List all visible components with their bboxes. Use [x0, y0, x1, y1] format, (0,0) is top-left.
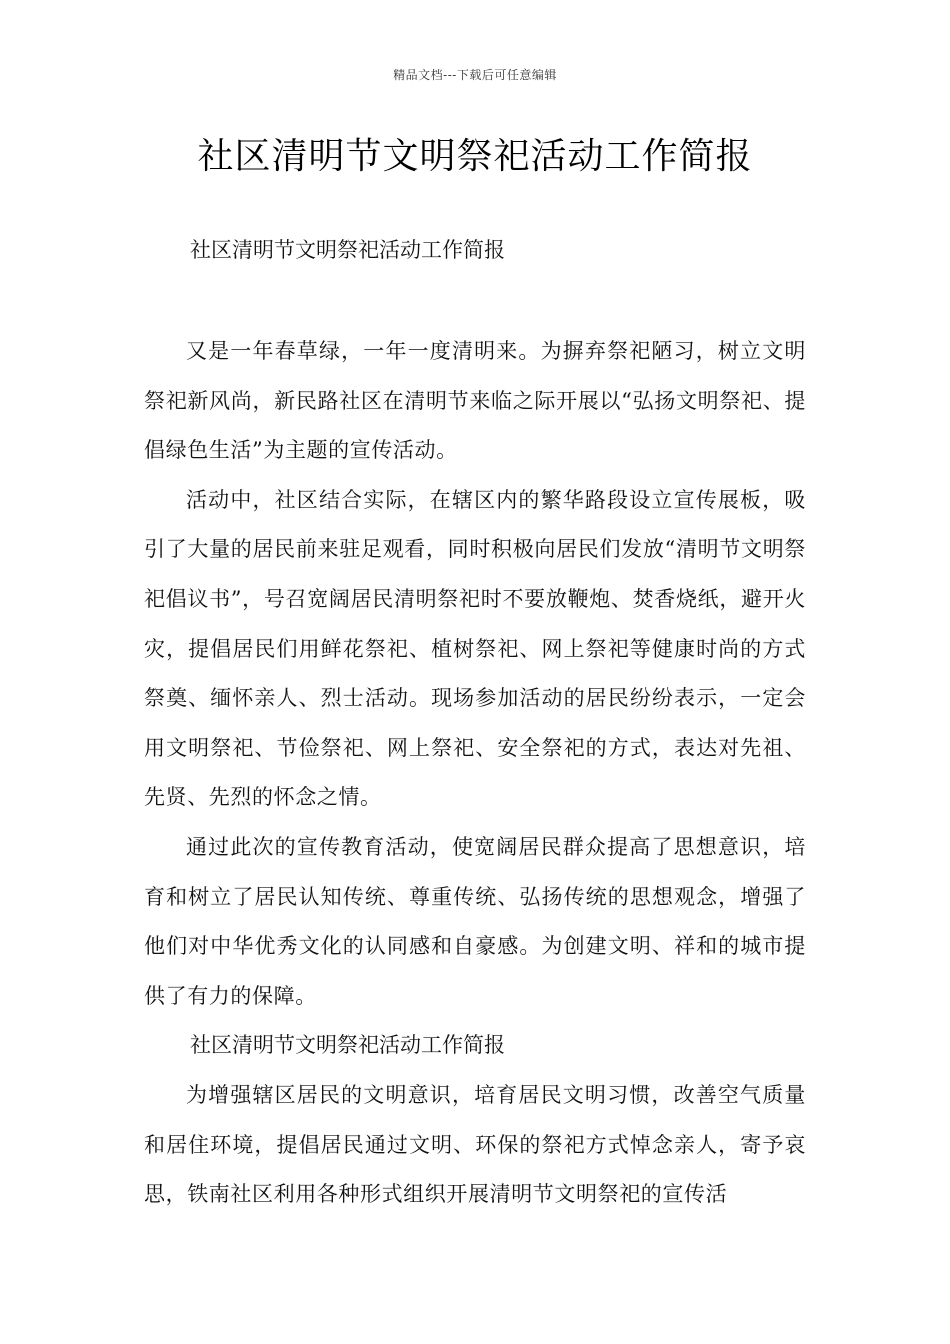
section-subtitle: 社区清明节文明祭祀活动工作简报 [190, 1033, 505, 1058]
blank-line [144, 275, 806, 327]
paragraph-2: 活动中，社区结合实际，在辖区内的繁华路段设立宣传展板，吸引了大量的居民前来驻足观看，同时积极向居民们发放“清明节文明祭祀倡议书”，号召宽阔居民清明祭祀时不要放鞭炮、焚香烧纸，避开火灾，提倡居民们用鲜花祭祀、植树祭祀、网上祭祀等健康时尚的方式祭奠、缅怀亲人、烈士活动。现场参加活动的居民纷纷表示，一定会用文明祭祀、节俭祭祀、网上祭祀、安全祭祀的方式，表达对先祖、先贤、先烈的怀念之情。 [144, 487, 806, 810]
document-subtitle: 社区清明节文明祭祀活动工作简报 [190, 238, 505, 262]
document-body [144, 226, 806, 1220]
header-note: 精品文档---下载后可任意编辑 [393, 68, 557, 82]
paragraph-4: 为增强辖区居民的文明意识，培育居民文明习惯，改善空气质量和居住环境，提倡居民通过文明、环保的祭祀方式悼念亲人，寄予哀思，铁南社区利用各种形式组织开展清明节文明祭祀的宣传活 [144, 1082, 806, 1207]
document-title: 社区清明节文明祭祀活动工作简报 [197, 136, 753, 177]
paragraph-3: 通过此次的宣传教育活动，使宽阔居民群众提高了思想意识，培育和树立了居民认知传统、尊重传统、弘扬传统的思想观念，增强了他们对中华优秀文化的认同感和自豪感。为创建文明、祥和的城市提供了有力的保障。 [144, 834, 806, 1008]
paragraph-1: 又是一年春草绿，一年一度清明来。为摒弃祭祀陋习，树立文明祭祀新风尚，新民路社区在清明节来临之际开展以“弘扬文明祭祀、提倡绿色生活”为主题的宣传活动。 [144, 339, 806, 463]
